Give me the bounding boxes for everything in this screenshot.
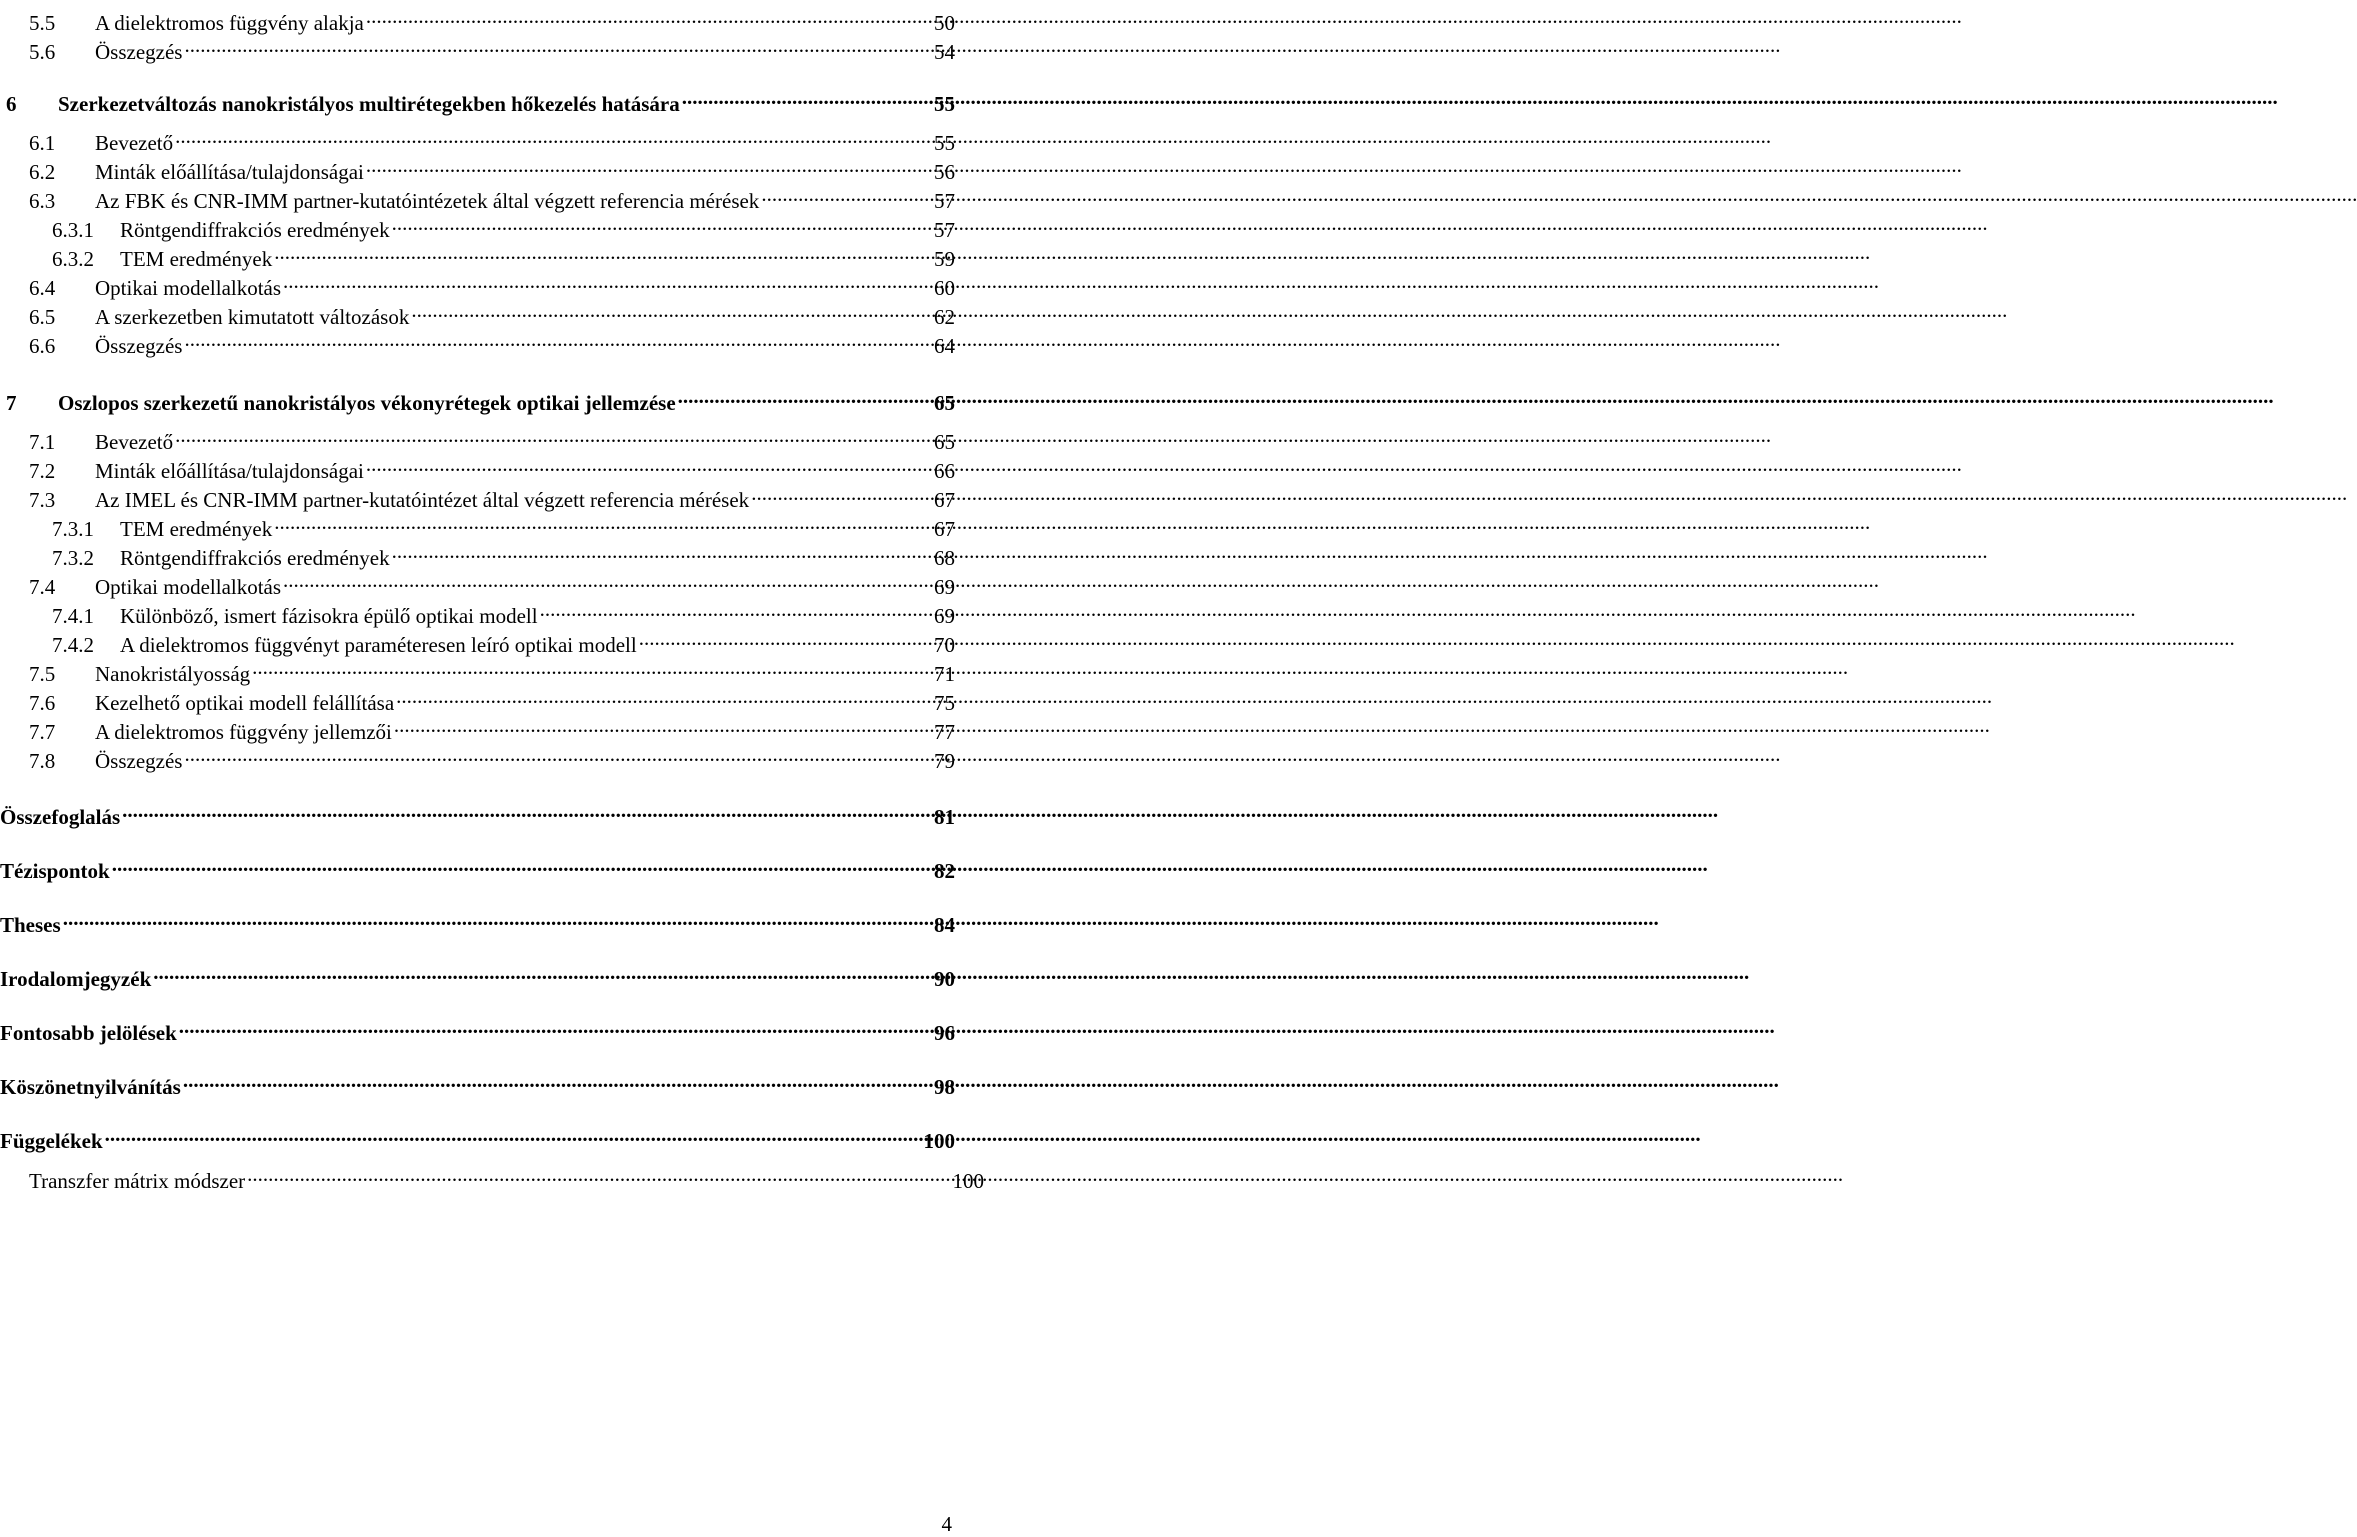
toc-entry[interactable]	[0, 508, 955, 541]
dot-leader	[175, 421, 932, 449]
toc-entry[interactable]	[0, 479, 955, 512]
toc-entry-page: 68	[934, 546, 955, 570]
toc-entry-page: 69	[934, 604, 955, 628]
dot-leader	[366, 151, 932, 179]
toc-entry-title: Transzfer mátrix módszer	[29, 1169, 246, 1193]
dot-leader	[179, 1012, 932, 1040]
dot-leader	[122, 796, 932, 824]
toc-entry-number: 7.7	[29, 720, 56, 744]
toc-entry[interactable]	[0, 296, 955, 329]
dot-leader	[366, 450, 932, 478]
toc-entry-number: 7	[6, 391, 17, 415]
dot-leader	[396, 682, 932, 710]
dot-leader	[153, 958, 932, 986]
toc-entry[interactable]	[0, 122, 955, 155]
page-number: 4	[941, 1512, 952, 1536]
toc-entry-title: Optikai modellalkotás	[95, 575, 282, 599]
toc-entry-page: 59	[934, 247, 955, 271]
toc-entry-page: 55	[934, 92, 955, 116]
dot-leader	[751, 479, 932, 507]
toc-entry-page: 82	[934, 859, 955, 883]
toc-entry-number: 7.2	[29, 459, 56, 483]
toc-entry[interactable]	[0, 267, 955, 300]
toc-entry[interactable]	[0, 958, 955, 991]
dot-leader	[392, 537, 932, 565]
toc-entry-title: Összegzés	[95, 334, 183, 358]
dot-leader	[411, 296, 932, 324]
toc-entry-page: 67	[934, 488, 955, 512]
toc-entry-number: 7.3.1	[52, 517, 94, 541]
toc-entry-page: 56	[934, 160, 955, 184]
toc-entry[interactable]	[0, 421, 955, 454]
toc-entry[interactable]	[0, 1012, 955, 1045]
toc-entry-page: 50	[934, 11, 955, 35]
toc-entry-title: TEM eredmények	[120, 247, 273, 271]
dot-leader	[678, 382, 932, 410]
toc-entry-number: 5.5	[29, 11, 56, 35]
toc-entry-page: 100	[952, 1169, 984, 1193]
toc-entry[interactable]	[0, 2, 955, 35]
toc-entry-title: Tézispontok	[0, 859, 110, 883]
toc-entry-number: 6.3.1	[52, 218, 94, 242]
toc-entry-page: 67	[934, 517, 955, 541]
toc-entry-number: 6.5	[29, 305, 56, 329]
toc-entry-number: 7.5	[29, 662, 56, 686]
toc-entry-page: 54	[934, 40, 955, 64]
toc-entry-title: Bevezető	[95, 131, 174, 155]
toc-entry-page: 81	[934, 805, 955, 829]
toc-entry-number: 6.3	[29, 189, 56, 213]
toc-entry-number: 7.1	[29, 430, 56, 454]
dot-leader	[175, 122, 932, 150]
toc-entry-title: A dielektromos függvényt paraméteresen leíró optikai modell	[120, 633, 637, 657]
toc-entry-title: Függelékek	[0, 1129, 103, 1153]
toc-entry[interactable]	[0, 537, 955, 570]
dot-leader	[184, 31, 932, 59]
dot-leader	[394, 711, 932, 739]
toc-entry-title: A szerkezetben kimutatott változások	[95, 305, 410, 329]
toc-entry-number: 7.4	[29, 575, 56, 599]
toc-entry-title: A dielektromos függvény alakja	[95, 11, 364, 35]
toc-entry-title: Oszlopos szerkezetű nanokristályos vékonyrétegek optikai jellemzése	[58, 391, 676, 415]
dot-leader	[274, 238, 932, 266]
toc-entry[interactable]	[0, 624, 955, 657]
toc-entry[interactable]	[0, 209, 955, 242]
toc-entry-title: Fontosabb jelölések	[0, 1021, 177, 1045]
dot-leader	[183, 1066, 932, 1094]
dot-leader	[366, 2, 932, 30]
toc-entry[interactable]	[0, 740, 955, 773]
dot-leader	[184, 740, 932, 768]
dot-leader	[247, 1160, 950, 1188]
toc-entry[interactable]	[0, 83, 955, 116]
toc-entry-title: Theses	[0, 913, 61, 937]
toc-entry-page: 70	[934, 633, 955, 657]
toc-entry-title: Különböző, ismert fázisokra épülő optikai modell	[120, 604, 538, 628]
toc-entry-page: 79	[934, 749, 955, 773]
toc-entry[interactable]	[0, 711, 955, 744]
toc-entry-title: Az IMEL és CNR-IMM partner-kutatóintézet által végzett referencia mérések	[95, 488, 750, 512]
toc-entry-number: 7.4.2	[52, 633, 94, 657]
toc-entry-page: 100	[923, 1129, 955, 1153]
toc-entry[interactable]	[0, 1160, 984, 1193]
toc-entry-page: 77	[934, 720, 955, 744]
toc-entry[interactable]	[0, 238, 955, 271]
toc-entry-page: 57	[934, 218, 955, 242]
toc-entry-title: Összegzés	[95, 40, 183, 64]
toc-entry-number: 6	[6, 92, 17, 116]
toc-entry-title: Összefoglalás	[0, 805, 121, 829]
toc-entry-number: 6.2	[29, 160, 56, 184]
toc-entry-page: 98	[934, 1075, 955, 1099]
toc-entry[interactable]	[0, 653, 955, 686]
toc-entry[interactable]	[0, 382, 955, 415]
toc-entry-number: 6.1	[29, 131, 56, 155]
toc-entry-number: 6.4	[29, 276, 56, 300]
dot-leader	[283, 267, 932, 295]
toc-entry-title: Összegzés	[95, 749, 183, 773]
toc-entry[interactable]	[0, 1066, 955, 1099]
toc-entry-title: Kezelhető optikai modell felállítása	[95, 691, 395, 715]
toc-entry-page: 69	[934, 575, 955, 599]
dot-leader	[105, 1120, 922, 1148]
toc-entry-title: Nanokristályosság	[95, 662, 251, 686]
dot-leader	[184, 325, 932, 353]
toc-entry[interactable]	[0, 595, 955, 628]
toc-entry[interactable]	[0, 566, 955, 599]
toc-entry-number: 5.6	[29, 40, 56, 64]
toc-entry-title: Köszönetnyilvánítás	[0, 1075, 181, 1099]
toc-entry-title: Szerkezetváltozás nanokristályos multirétegekben hőkezelés hatására	[58, 92, 680, 116]
toc-entry-page: 55	[934, 131, 955, 155]
toc-entry[interactable]	[0, 796, 955, 829]
toc-entry-title: Röntgendiffrakciós eredmények	[120, 218, 390, 242]
toc-entry-title: TEM eredmények	[120, 517, 273, 541]
toc-entry-number: 6.3.2	[52, 247, 94, 271]
toc-entry-page: 84	[934, 913, 955, 937]
toc-entry-page: 75	[934, 691, 955, 715]
toc-entry[interactable]	[0, 325, 955, 358]
toc-entry-page: 65	[934, 430, 955, 454]
toc-entry-page: 62	[934, 305, 955, 329]
toc-entry[interactable]	[0, 850, 955, 883]
dot-leader	[283, 566, 932, 594]
toc-entry[interactable]	[0, 1120, 955, 1153]
toc-entry-title: Az FBK és CNR-IMM partner-kutatóintézetek által végzett referencia mérések	[95, 189, 760, 213]
toc-entry-title: Optikai modellalkotás	[95, 276, 282, 300]
dot-leader	[761, 180, 932, 208]
toc-entry-number: 7.4.1	[52, 604, 94, 628]
toc-entry-page: 65	[934, 391, 955, 415]
toc-entry-number: 7.6	[29, 691, 56, 715]
toc-entry-page: 66	[934, 459, 955, 483]
toc-entry-page: 90	[934, 967, 955, 991]
toc-entry-number: 6.6	[29, 334, 56, 358]
toc-entry[interactable]	[0, 151, 955, 184]
toc-entry-page: 60	[934, 276, 955, 300]
dot-leader	[639, 624, 932, 652]
dot-leader	[252, 653, 932, 681]
toc-entry-title: Röntgendiffrakciós eredmények	[120, 546, 390, 570]
toc-entry-title: Minták előállítása/tulajdonságai	[95, 160, 364, 184]
toc-entry-number: 7.8	[29, 749, 56, 773]
toc-entry[interactable]	[0, 682, 955, 715]
toc-entry-title: Bevezető	[95, 430, 174, 454]
toc-entry[interactable]	[0, 31, 955, 64]
toc-entry-page: 96	[934, 1021, 955, 1045]
toc-entry-title: Minták előállítása/tulajdonságai	[95, 459, 364, 483]
dot-leader	[63, 904, 932, 932]
dot-leader	[274, 508, 932, 536]
toc-entry[interactable]	[0, 450, 955, 483]
toc-entry[interactable]	[0, 180, 955, 213]
toc-entry-title: A dielektromos függvény jellemzői	[95, 720, 392, 744]
toc-entry-page: 57	[934, 189, 955, 213]
dot-leader	[392, 209, 932, 237]
toc-entry-number: 7.3	[29, 488, 56, 512]
toc-entry[interactable]	[0, 904, 955, 937]
dot-leader	[540, 595, 932, 623]
dot-leader	[682, 83, 932, 111]
toc-entry-page: 64	[934, 334, 955, 358]
toc-entry-title: Irodalomjegyzék	[0, 967, 152, 991]
dot-leader	[112, 850, 932, 878]
toc-entry-page: 71	[934, 662, 955, 686]
toc-entry-number: 7.3.2	[52, 546, 94, 570]
